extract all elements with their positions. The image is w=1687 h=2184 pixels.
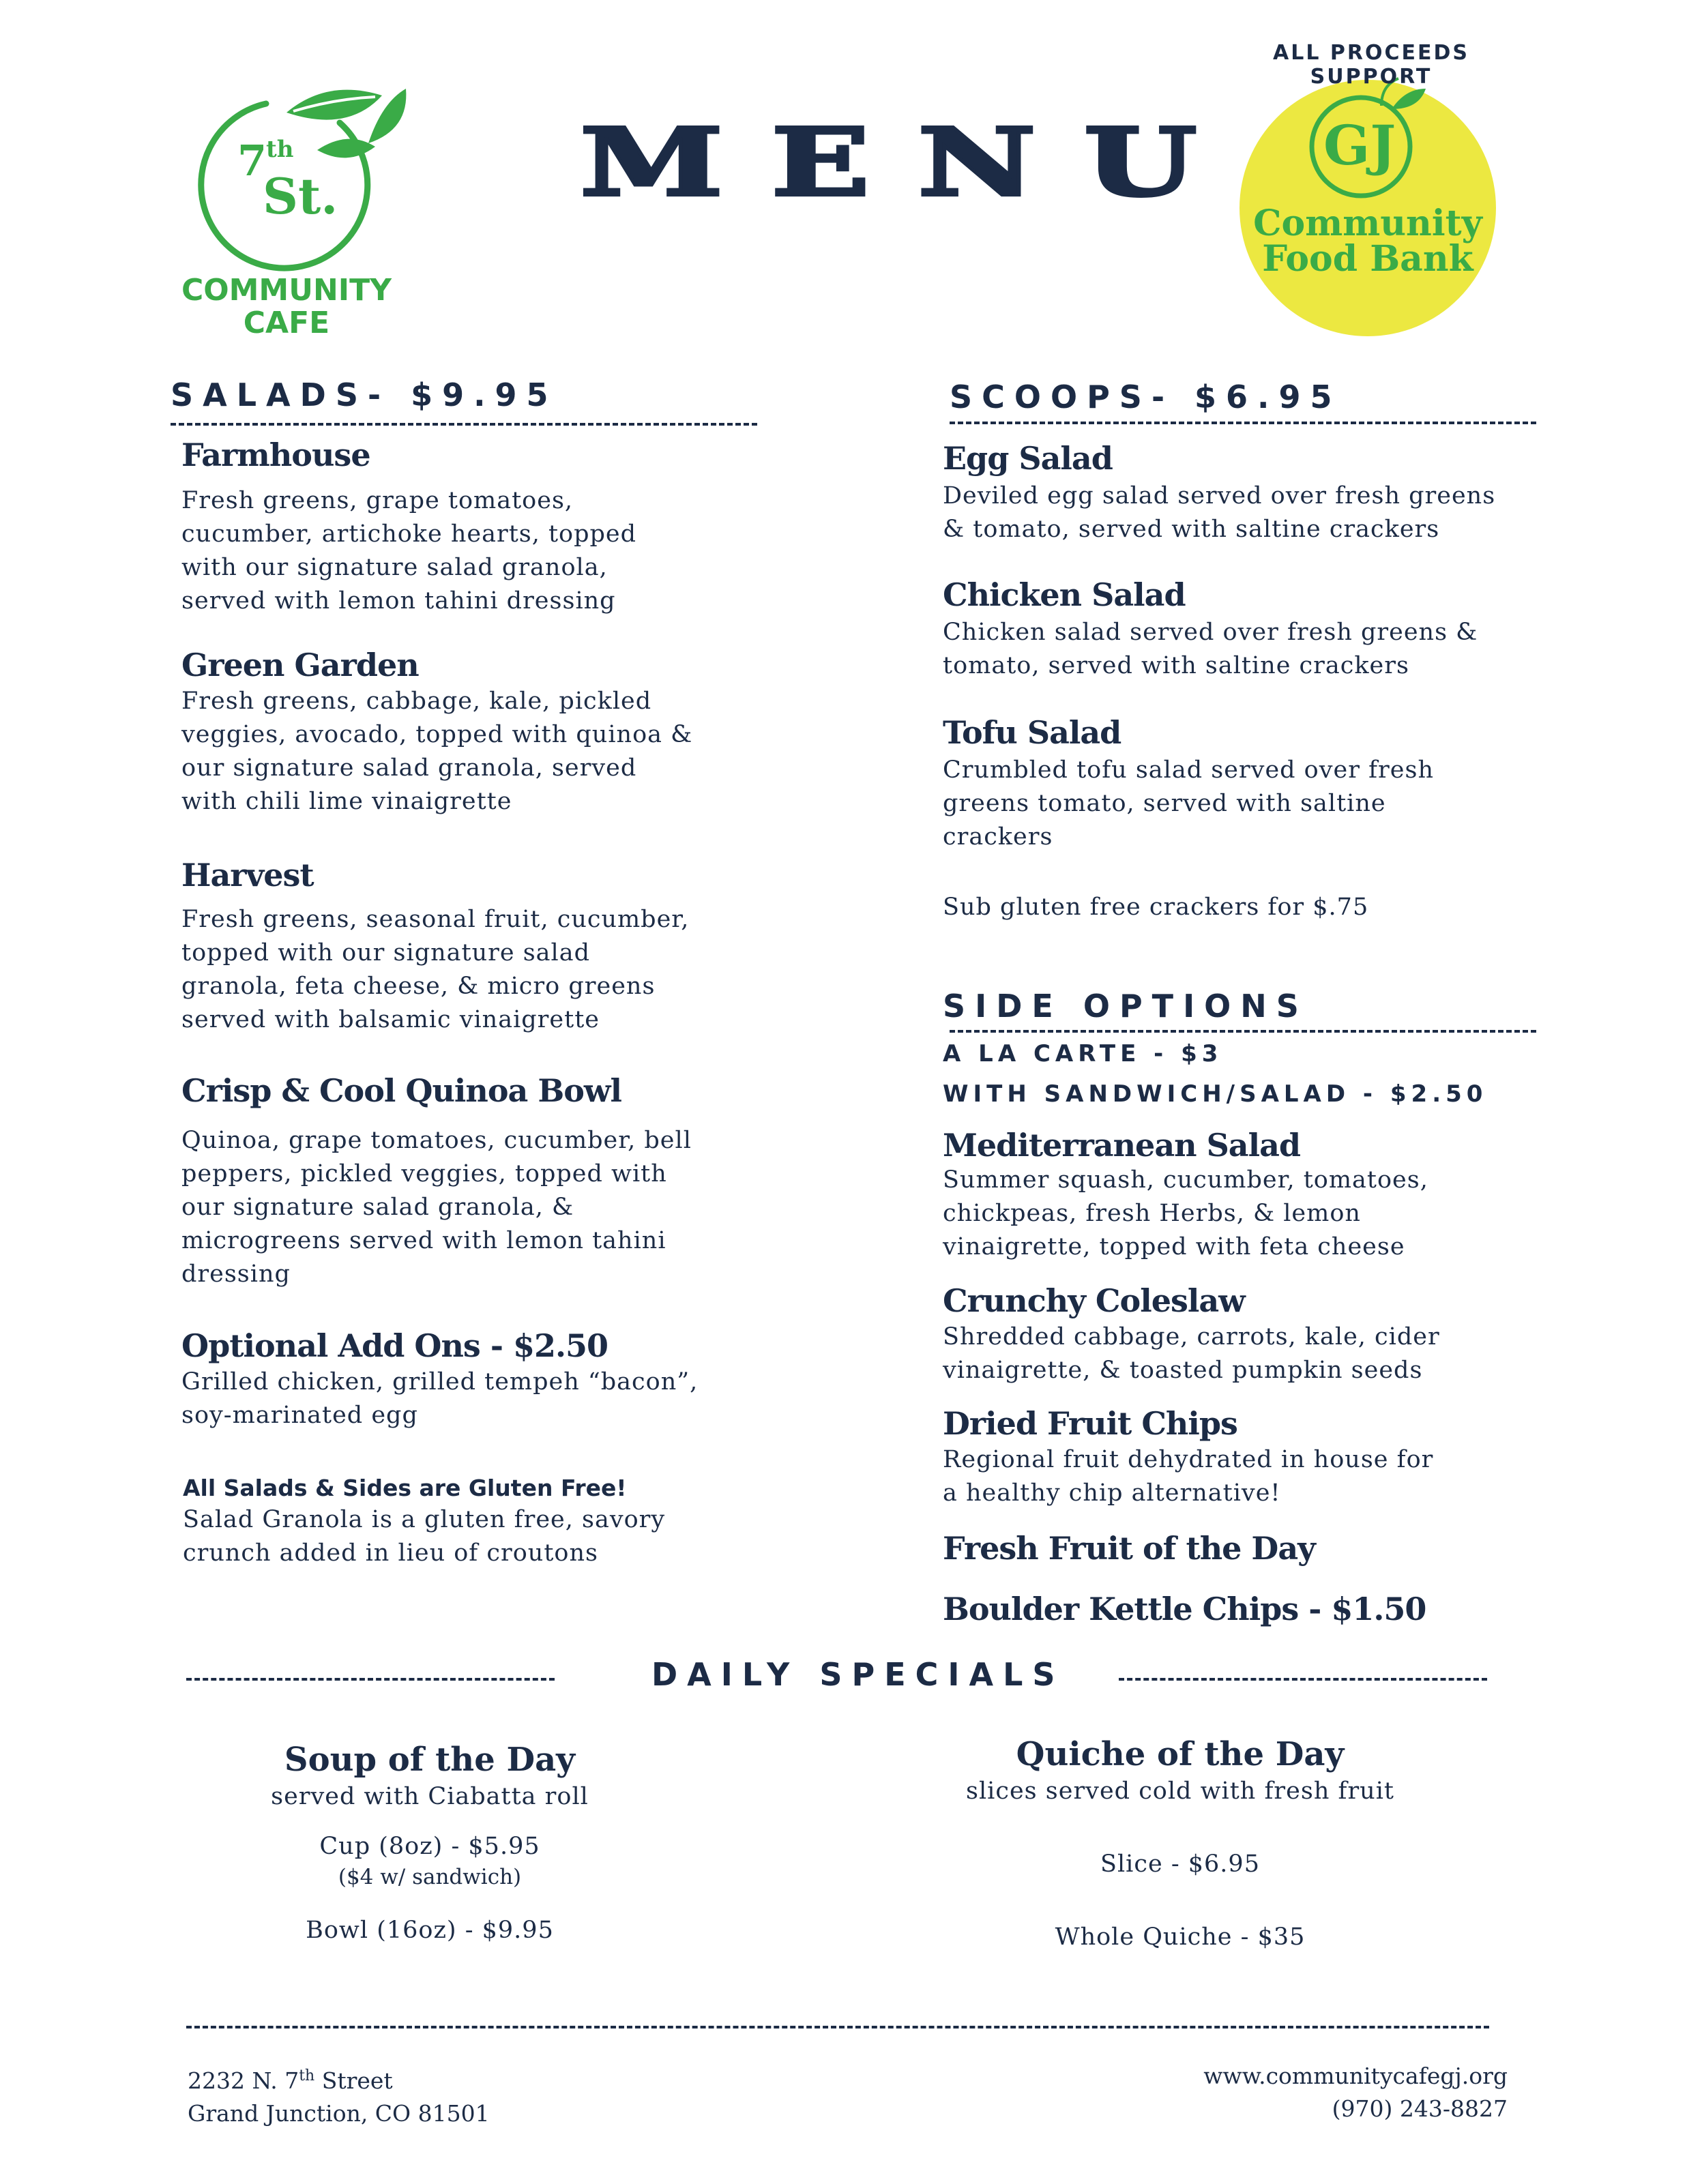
foodbank-line1: Community	[1253, 203, 1482, 244]
soup-special	[225, 1739, 634, 1947]
foodbank-logo	[1228, 41, 1514, 341]
cafe-logo-th: th	[266, 136, 294, 163]
specials-divider-left	[186, 1678, 555, 1681]
salad-item-desc: Fresh greens, grape tomatoes, cucumber, artichoke hearts, topped with our signature salad granola, served with lemon tahini dressing	[181, 487, 637, 615]
side-item-desc: Shredded cabbage, carrots, kale, cider vinaigrette, & toasted pumpkin seeds	[943, 1323, 1440, 1384]
side-item-name: Mediterranean Salad	[943, 1127, 1301, 1164]
footer-address-line1: 2232 N. 7th Street	[188, 2067, 393, 2094]
salads-divider	[171, 423, 757, 426]
salad-item	[181, 437, 727, 618]
quiche-special-title: Quiche of the Day	[1016, 1735, 1345, 1773]
soup-bowl-price: Bowl (16oz) - $9.95	[306, 1917, 554, 1944]
scoop-item-desc: Chicken salad served over fresh greens & tomato, served with saltine crackers	[943, 619, 1478, 679]
scoop-item-name: Chicken Salad	[943, 576, 1186, 613]
cafe-logo-name-line2: CAFE	[243, 306, 330, 340]
gluten-free-note	[183, 1473, 756, 1570]
quiche-special	[941, 1734, 1419, 1954]
footer-address-line2: Grand Junction, CO 81501	[188, 2100, 490, 2127]
menu-title: MENU	[580, 107, 1245, 218]
gluten-free-note-desc: Salad Granola is a gluten free, savory crunch added in lieu of croutons	[183, 1506, 666, 1567]
soup-special-title: Soup of the Day	[284, 1741, 576, 1779]
scoops-divider	[950, 422, 1536, 424]
scoops-heading: SCOOPS- $6.95	[950, 379, 1342, 415]
footer-website-link[interactable]: www.communitycafegj.org	[1203, 2063, 1508, 2089]
scoops-crackers-note: Sub gluten free crackers for $.75	[943, 894, 1369, 921]
side-item	[943, 1127, 1543, 1264]
scoop-item-desc: Crumbled tofu salad served over fresh greens tomato, served with saltine crackers	[943, 756, 1434, 851]
specials-heading: DAILY SPECIALS	[651, 1656, 1065, 1693]
side-item-kettle-chips: Boulder Kettle Chips - $1.50	[943, 1591, 1426, 1627]
salad-item	[181, 1072, 741, 1291]
side-item-name: Dried Fruit Chips	[943, 1405, 1237, 1442]
soup-cup-price: Cup (8oz) - $5.95	[319, 1833, 540, 1860]
salad-item	[181, 647, 741, 818]
side-item	[943, 1282, 1543, 1387]
salad-add-ons	[181, 1327, 754, 1432]
scoop-item-name: Tofu Salad	[943, 714, 1121, 751]
cafe-logo-street: St.	[263, 167, 338, 225]
specials-divider-right	[1119, 1678, 1487, 1681]
salad-item	[181, 857, 741, 1037]
cafe-logo-name-line1: COMMUNITY	[181, 273, 392, 308]
quiche-slice-price: Slice - $6.95	[1100, 1850, 1260, 1878]
scoop-item	[943, 714, 1543, 854]
footer-contact	[1091, 2060, 1508, 2125]
foodbank-arc-text: ALL PROCEEDS SUPPORT	[1273, 41, 1469, 89]
salad-add-ons-desc: Grilled chicken, grilled tempeh “bacon”, soy-marinated egg	[181, 1368, 699, 1429]
cafe-logo	[157, 82, 416, 348]
footer-address	[188, 2060, 665, 2130]
sides-price-a-la-carte: A LA CARTE - $3	[943, 1040, 1223, 1067]
side-item-name: Crunchy Coleslaw	[943, 1282, 1245, 1319]
sides-divider	[950, 1030, 1536, 1033]
salad-item-name: Green Garden	[181, 647, 419, 683]
soup-cup-note: ($4 w/ sandwich)	[338, 1865, 522, 1889]
salad-item-desc: Fresh greens, cabbage, kale, pickled veggies, avocado, topped with quinoa & our signature salad granola, served with chili lime vinaigrette	[181, 688, 693, 815]
side-item-fresh-fruit: Fresh Fruit of the Day	[943, 1530, 1315, 1567]
quiche-whole-price: Whole Quiche - $35	[1055, 1923, 1306, 1951]
salad-item-name: Harvest	[181, 857, 314, 894]
foodbank-line2: Food Bank	[1262, 238, 1473, 280]
foodbank-monogram: GJ	[1323, 113, 1396, 177]
side-item	[943, 1405, 1543, 1510]
salad-item-name: Crisp & Cool Quinoa Bowl	[181, 1072, 621, 1109]
scoop-item	[943, 440, 1543, 546]
soup-special-subtitle: served with Ciabatta roll	[271, 1783, 589, 1810]
cafe-logo-seven: 7	[237, 136, 267, 186]
salad-item-desc: Fresh greens, seasonal fruit, cucumber, topped with our signature salad granola, feta cheese, & micro greens served with balsamic vinaigrette	[181, 906, 690, 1033]
scoop-item	[943, 576, 1543, 683]
scoop-item-desc: Deviled egg salad served over fresh greens & tomato, served with saltine crackers	[943, 482, 1496, 543]
scoop-item-name: Egg Salad	[943, 440, 1113, 477]
salad-add-ons-title: Optional Add Ons - $2.50	[181, 1327, 608, 1364]
quiche-special-subtitle: slices served cold with fresh fruit	[966, 1777, 1394, 1805]
side-item-desc: Summer squash, cucumber, tomatoes, chickpeas, fresh Herbs, & lemon vinaigrette, topped with feta cheese	[943, 1166, 1428, 1260]
salads-heading: SALADS- $9.95	[171, 377, 558, 413]
salad-item-name: Farmhouse	[181, 437, 370, 473]
salad-item-desc: Quinoa, grape tomatoes, cucumber, bell peppers, pickled veggies, topped with our signature salad granola, & microgreens served with lemon tahini dressing	[181, 1127, 692, 1288]
footer-divider	[186, 2026, 1489, 2028]
footer-phone[interactable]: (970) 243-8827	[1332, 2095, 1508, 2122]
sides-price-with-sandwich: WITH SANDWICH/SALAD - $2.50	[943, 1080, 1488, 1108]
sides-heading: SIDE OPTIONS	[943, 988, 1308, 1024]
gluten-free-note-title: All Salads & Sides are Gluten Free!	[183, 1475, 627, 1501]
side-item-desc: Regional fruit dehydrated in house for a healthy chip alternative!	[943, 1446, 1434, 1507]
